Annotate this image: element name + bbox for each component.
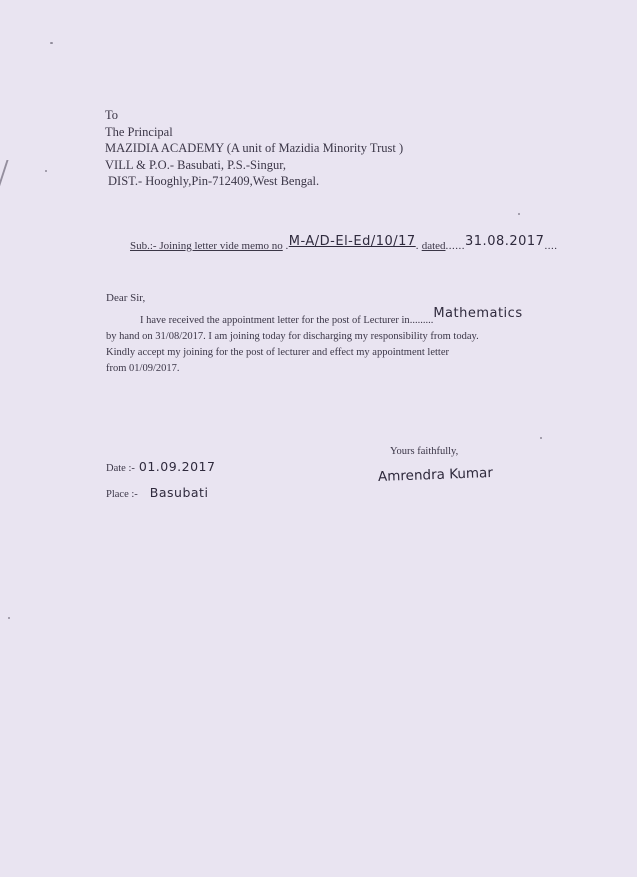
signature: Amrendra Kumar xyxy=(377,464,494,486)
place-label: Place :- xyxy=(106,489,138,500)
date-label: Date :- xyxy=(106,463,135,474)
subject-date: 31.08.2017 xyxy=(465,234,545,249)
closing: Yours faithfully, xyxy=(390,446,459,457)
dot-leader: ......... xyxy=(409,315,434,326)
body-line-1-text: I have received the appointment letter for the post of Lecturer in xyxy=(140,315,410,326)
dot-leader: . xyxy=(415,240,419,252)
scan-speck xyxy=(8,617,10,619)
date-value: 01.09.2017 xyxy=(138,459,216,474)
body-line-3: Kindly accept my joining for the post of lecturer and effect my appointment letter xyxy=(106,347,449,358)
subject-name: Mathematics xyxy=(433,306,523,321)
address-district: DIST.- Hooghly,Pin-712409,West Bengal. xyxy=(108,174,320,188)
dated-label: dated xyxy=(421,240,446,252)
place-row xyxy=(106,481,215,507)
body-line-4: from 01/09/2017. xyxy=(106,363,180,374)
date-place-block xyxy=(106,455,215,507)
scan-edge-mark xyxy=(0,160,17,188)
place-value: Basubati xyxy=(149,485,209,500)
dot-leader: .... xyxy=(544,240,558,252)
dot-leader: . xyxy=(285,240,289,252)
subject-line xyxy=(130,234,558,253)
dot-leader: ...... xyxy=(445,240,466,252)
subject-prefix: Sub.:- Joining letter vide memo no xyxy=(130,240,283,252)
address-village: VILL & P.O.- Basubati, P.S.-Singur, xyxy=(105,157,286,172)
salutation: Dear Sir, xyxy=(106,292,146,304)
address-principal: The Principal xyxy=(105,124,173,139)
body-line-2: by hand on 31/08/2017. I am joining today for discharging my responsibility from today. xyxy=(106,331,479,342)
date-row xyxy=(106,455,215,481)
address-institution: MAZIDIA ACADEMY (A unit of Mazidia Minority Trust ) xyxy=(105,141,404,155)
scan-speck xyxy=(45,170,47,172)
recipient-address xyxy=(105,107,403,190)
scan-speck xyxy=(50,42,53,44)
address-to: To xyxy=(105,108,119,122)
letter-body xyxy=(106,306,546,377)
signature-block xyxy=(377,446,494,486)
memo-number: M-A/D-El-Ed/10/17 xyxy=(288,234,416,249)
scan-speck xyxy=(518,213,520,215)
body-line-1 xyxy=(106,306,546,329)
scan-speck xyxy=(540,437,542,439)
